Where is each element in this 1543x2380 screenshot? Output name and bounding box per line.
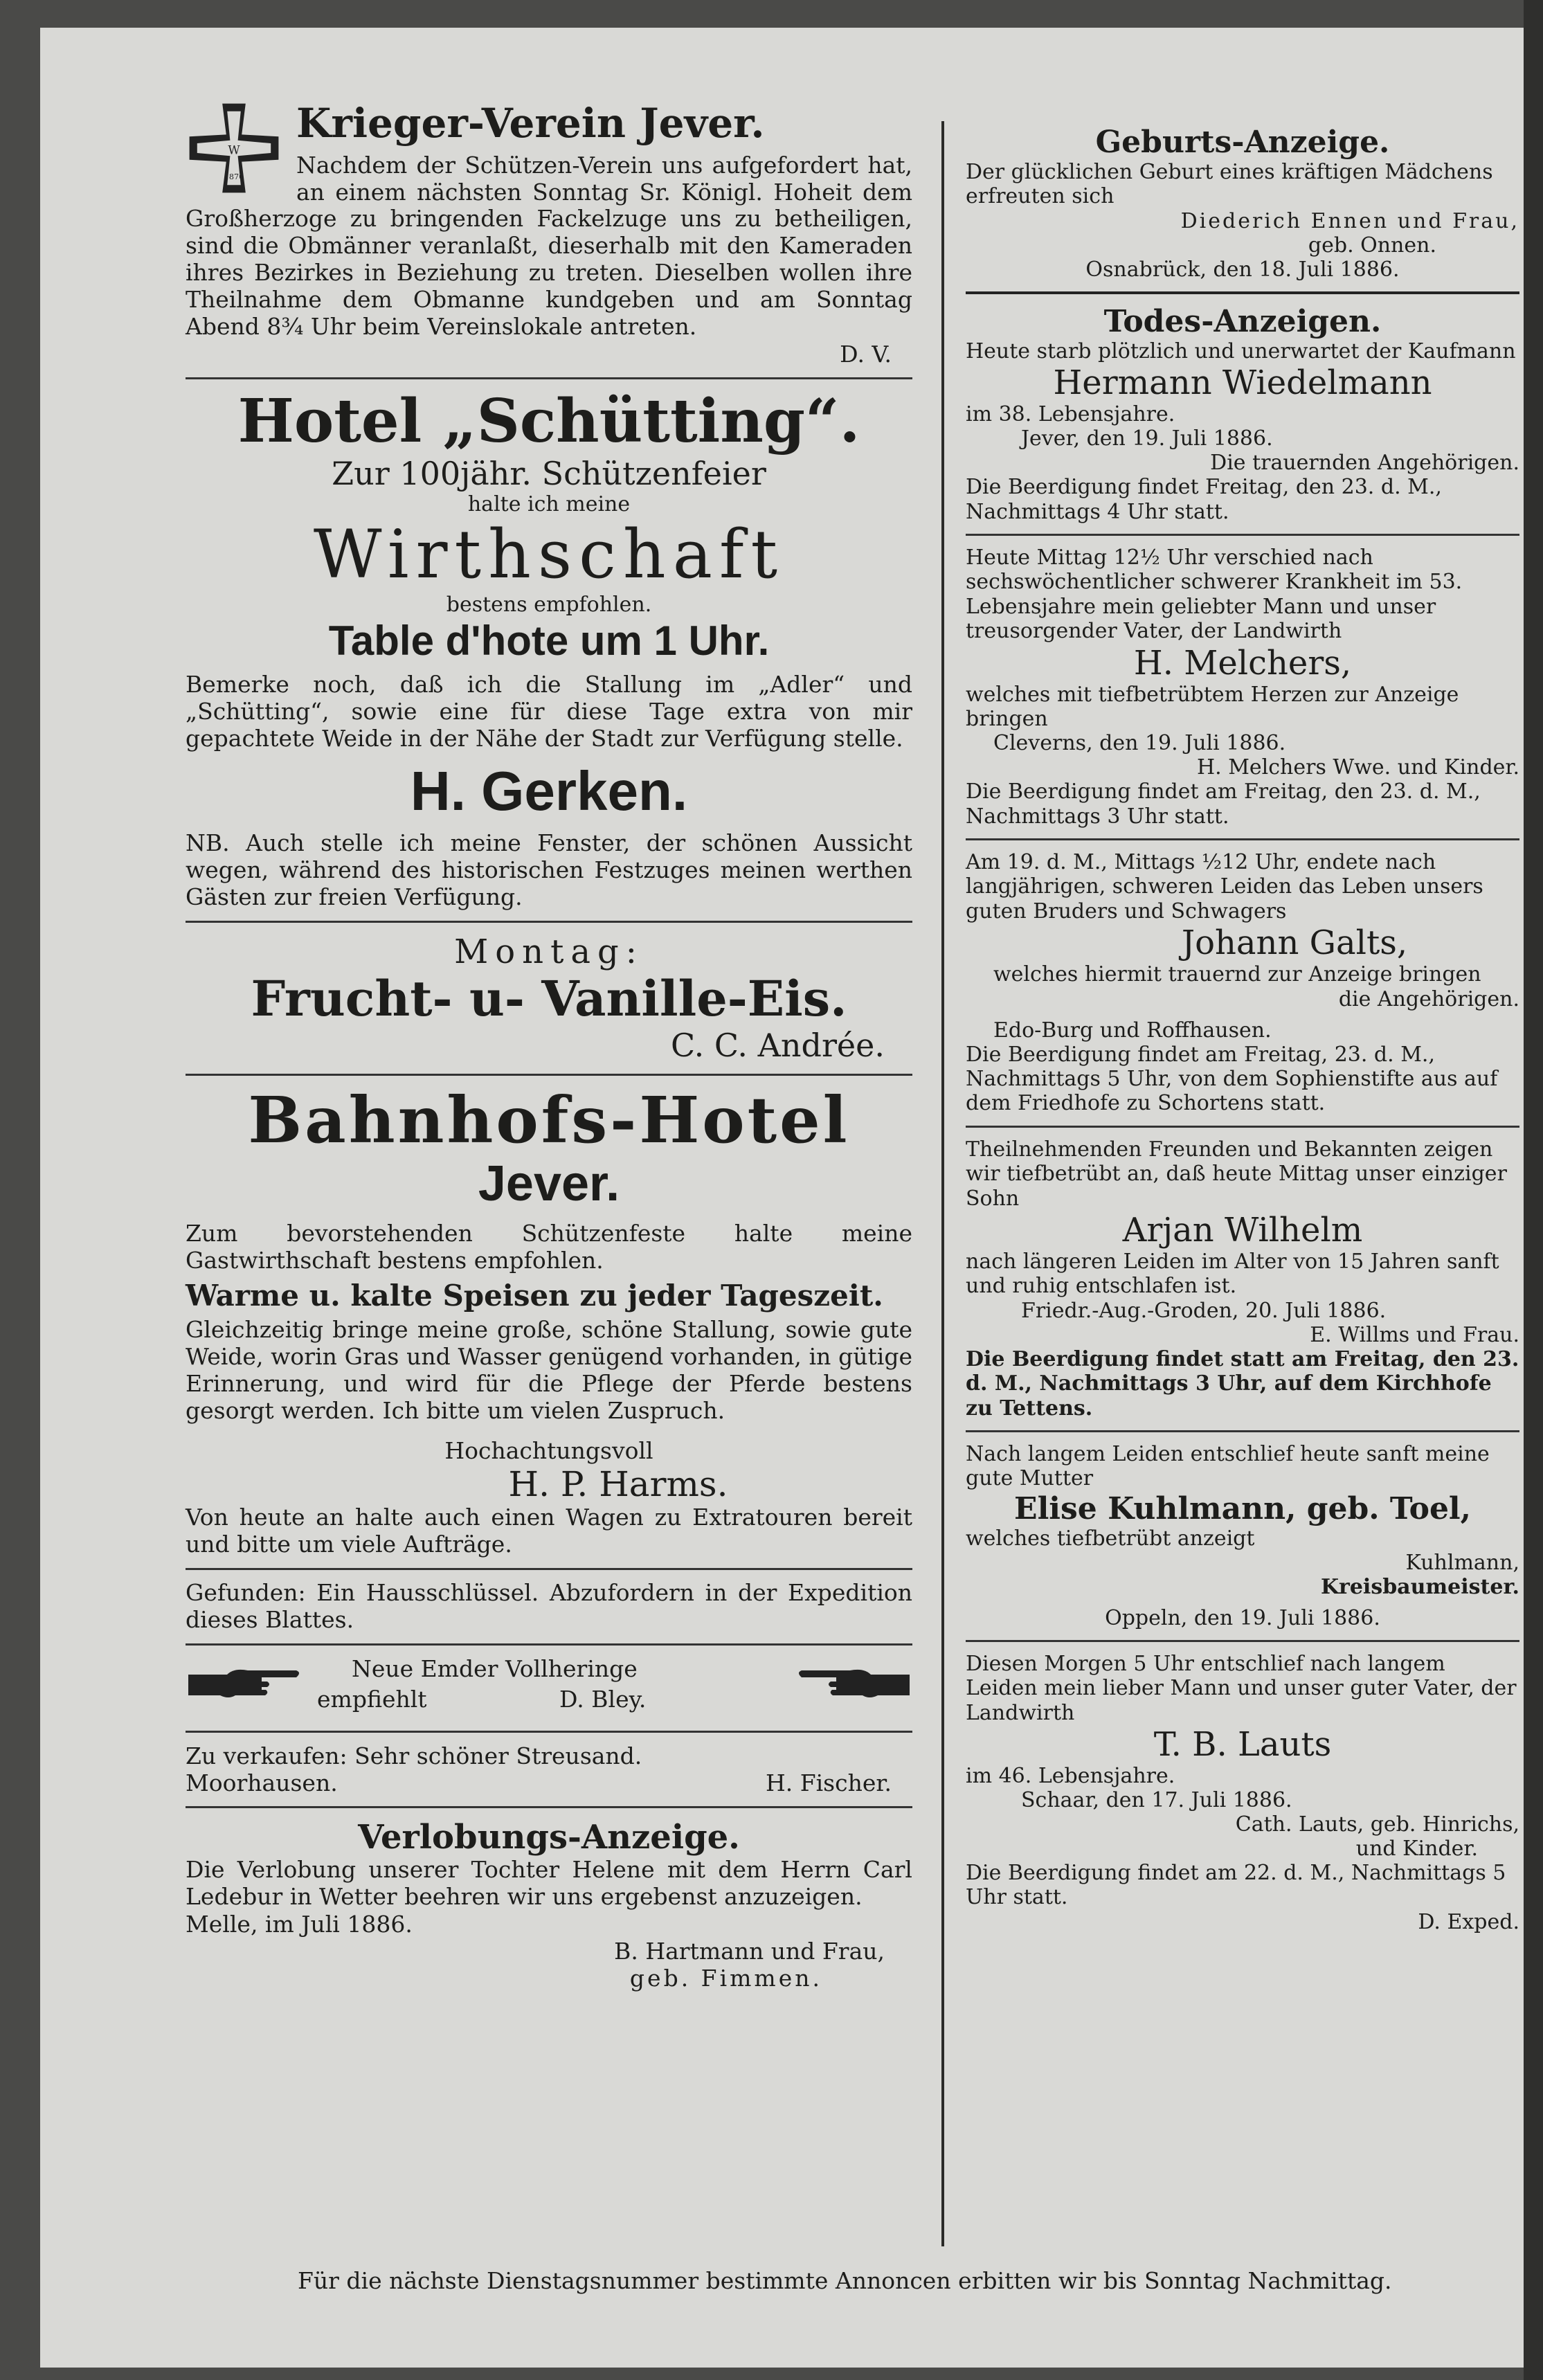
krieger-verein-ad [186,100,912,368]
right-column [966,97,1519,1934]
tod3-sign: die Angehörigen. [1338,986,1519,1011]
verkaufen-ad [186,1742,912,1796]
verlobung-place: Melle, im Juli 1886. [186,1910,413,1938]
verlobung-text: Die Verlobung unserer Tochter Helene mit dem Herrn Carl Ledebur in Wetter beehren wir uns ergebenst anzuzeigen. [186,1855,912,1910]
divider [186,1643,912,1646]
tod4-burial: Die Beerdigung findet statt am Freitag, den 23. d. M., Nachmittags 3 Uhr, auf dem Kirchhofe zu Tettens. [966,1346,1519,1421]
schuetting-line3: Wirthschaft [313,515,785,593]
todes-anzeige-5 [966,1442,1519,1630]
tod6-sign2: und Kinder. [1355,1836,1478,1861]
tod4-sign: E. Willms und Frau. [1310,1322,1519,1347]
divider [966,1126,1519,1128]
bahnhof-greet: Hochachtungsvoll [444,1437,653,1465]
iron-cross-icon [186,100,282,197]
verkaufen-place: Moorhausen. [186,1769,338,1796]
hotel-schuetting-ad [186,386,912,911]
left-column [186,97,912,1992]
todes-anzeige-3 [966,850,1519,1116]
tod1-sign: Die trauernden Angehörigen. [1210,451,1519,476]
divider [186,1568,912,1570]
schuetting-line5: Table d'hote um 1 Uhr. [328,617,770,665]
divider [186,921,912,923]
divider [186,1074,912,1076]
divider [966,1640,1519,1642]
schuetting-name: H. Gerken. [410,759,688,822]
verkaufen-text: Zu verkaufen: Sehr schöner Streusand. [186,1742,642,1769]
todes-anzeige-1 [966,304,1519,524]
vollheringe-line1: Neue Emder Vollheringe [352,1655,638,1682]
tod6-place: Schaar, den 17. Juli 1886. [1021,1787,1292,1812]
todes-anzeige-2 [966,546,1519,829]
tod3-burial: Die Beerdigung findet am Freitag, 23. d. M., Nachmittags 5 Uhr, von dem Sophienstifte aus auf dem Friedhofe zu Schortens statt. [966,1042,1498,1116]
divider [966,534,1519,536]
tod5-place: Oppeln, den 19. Juli 1886. [1105,1605,1380,1630]
verlobung-sign2: geb. Fimmen. [629,1964,822,1992]
krieger-sign: D. V. [840,341,892,368]
pointing-hand-left-icon [795,1662,912,1704]
tod5-sign2: Kreisbaumeister. [1320,1574,1519,1599]
eis-sign: C. C. Andrée. [671,1027,885,1065]
tod1-title: Todes-Anzeigen. [1103,303,1382,339]
tod1-place: Jever, den 19. Juli 1886. [1021,426,1273,451]
bahnhof-text3: Gleichzeitig bringe meine große, schöne Stallung, sowie gute Weide, worin Gras und Wasser genügend vorhanden, in gütige Erinnerung, und wird für die Pflege der Pferde bestens gesorgt werden. Ich bitte um vielen Zuspruch. [186,1316,912,1425]
gefunden-ad: Gefunden: Ein Hausschlüssel. Abzufordern in der Expedition dieses Blattes. [186,1578,912,1633]
divider [966,838,1519,840]
bahnhof-text2: Warme u. kalte Speisen zu jeder Tageszeit. [186,1279,883,1313]
tod5-sign1: Kuhlmann, [1405,1550,1519,1575]
pointing-hand-right-icon [186,1662,303,1704]
divider [186,377,912,379]
divider [186,1731,912,1733]
schuetting-nb: NB. Auch stelle ich meine Fenster, der schönen Aussicht wegen, während des historischen Festzuges meinen werthen Gästen zur freien Verfügung. [186,829,912,910]
tod2-place: Cleverns, den 19. Juli 1886. [993,731,1286,756]
page-edge-shadow [1524,0,1543,2380]
todes-anzeige-6 [966,1652,1519,1934]
tod1-text1: Heute starb plötzlich und unerwartet der Kaufmann [966,339,1516,363]
verlobung-title: Verlobungs-Anzeige. [358,1817,740,1857]
verlobung-sign1: B. Hartmann und Frau, [614,1937,885,1965]
vollheringe-ad [186,1655,912,1721]
tod6-text1: Diesen Morgen 5 Uhr entschlief nach langem Leiden mein lieber Mann und unser guter Vater, der Landwirth [966,1651,1517,1725]
tod2-sign: H. Melchers Wwe. und Kinder. [1196,755,1519,780]
tod4-place: Friedr.-Aug.-Groden, 20. Juli 1886. [1021,1298,1387,1323]
tod1-text2: im 38. Lebensjahre. [966,402,1175,427]
geburts-anzeige [966,125,1519,282]
eis-line2: Frucht- u- Vanille-Eis. [251,969,847,1027]
footer-notice: Für die nächste Dienstagsnummer bestimmte Annoncen erbitten wir bis Sonntag Nachmittag. [298,2267,1392,2294]
schuetting-line4: bestens empfohlen. [446,593,652,617]
bahnhof-title: Bahnhofs-Hotel [248,1083,850,1158]
geburt-sign1: Diederich Ennen und Frau, [1180,208,1519,233]
schuetting-line1: Zur 100jähr. Schützenfeier [332,454,766,492]
schuetting-title: Hotel „Schütting“. [237,386,860,457]
tod2-text1: Heute Mittag 12½ Uhr verschied nach sechswöchentlicher schwerer Krankheit im 53. Lebensjahre mein geliebter Mann und unser treusorgender Vater, der Landwirth [966,545,1463,644]
tod6-name: T. B. Lauts [1153,1724,1332,1764]
tod3-text2: welches hiermit trauernd zur Anzeige bringen [993,962,1481,987]
column-divider [941,121,944,2246]
tod5-name: Elise Kuhlmann, geb. Toel, [1014,1490,1471,1526]
tod1-burial: Die Beerdigung findet Freitag, den 23. d. M., Nachmittags 4 Uhr statt. [966,475,1442,524]
bahnhof-text4: Von heute an halte auch einen Wagen zu Extratouren bereit und bitte um viele Aufträge. [186,1504,912,1558]
svg-text:W: W [228,143,240,157]
bahnhof-place: Jever. [478,1156,620,1212]
tod1-name: Hermann Wiedelmann [1053,363,1432,403]
divider [966,291,1519,294]
vollheringe-name: D. Bley. [559,1685,647,1713]
tod4-text1: Theilnehmenden Freunden und Bekannten zeigen wir tiefbetrübt an, daß heute Mittag unser einziger Sohn [966,1137,1507,1211]
schuetting-text: Bemerke noch, daß ich die Stallung im „Adler“ und „Schütting“, sowie eine für diese Tage extra von mir gepachtete Weide in der Nähe der Stadt zur Verfügung stelle. [186,671,912,752]
tod3-place: Edo-Burg und Roffhausen. [993,1018,1272,1043]
eis-line1: Montag: [454,932,644,971]
vollheringe-line2: empfiehlt [317,1685,427,1713]
verkaufen-name: H. Fischer. [765,1769,892,1796]
tod6-sign3: D. Exped. [1418,1909,1519,1934]
geburt-title: Geburts-Anzeige. [1095,125,1390,160]
krieger-title: Krieger-Verein Jever. [296,100,765,147]
tod2-name: H. Melchers, [1133,643,1352,683]
tod4-text2: nach längeren Leiden im Alter von 15 Jahren sanft und ruhig entschlafen ist. [966,1249,1499,1299]
tod3-name: Johann Galts, [1181,923,1408,963]
schuetting-line2: halte ich meine [467,492,631,516]
tod5-text1: Nach langem Leiden entschlief heute sanft meine gute Mutter [966,1441,1490,1491]
bahnhof-text1: Zum bevorstehenden Schützenfeste halte meine Gastwirthschaft bestens empfohlen. [186,1220,912,1274]
todes-anzeige-4 [966,1137,1519,1421]
tod3-text1: Am 19. d. M., Mittags ½12 Uhr, endete nach langjährigen, schweren Leiden das Leben unsers guten Bruders und Schwagers [966,850,1483,923]
svg-text:1870: 1870 [224,172,244,181]
tod5-text2: welches tiefbetrübt anzeigt [966,1526,1255,1551]
divider [186,1806,912,1808]
verlobung-ad [186,1818,912,1992]
tod6-sign1: Cath. Lauts, geb. Hinrichs, [1235,1812,1519,1837]
geburt-text: Der glücklichen Geburt eines kräftigen Mädchens erfreuten sich [966,160,1493,209]
geburt-sign2: geb. Onnen. [1308,233,1436,258]
tod2-burial: Die Beerdigung findet am Freitag, den 23. d. M., Nachmittags 3 Uhr statt. [966,779,1481,829]
eis-ad [186,932,912,1065]
tod4-name: Arjan Wilhelm [1122,1210,1363,1250]
tod2-text2: welches mit tiefbetrübtem Herzen zur Anzeige bringen [966,682,1459,731]
bahnhof-name: H. P. Harms. [508,1464,728,1505]
krieger-text: Nachdem der Schützen-Verein uns aufgefordert hat, an einem nächsten Sonntag Sr. Königl. Hoheit dem Großherzoge zu bringenden Fackelzuge uns zu betheiligen, sind die Obmänner veranlaßt, dieserhalb mit den Kameraden ihres Bezirkes in Beziehung zu treten. Dieselben wollen ihre Theilnahme dem Obmanne kundgeben und am Sonntag Abend 8¾ Uhr beim Vereinslokale antreten. [186,151,912,341]
verkaufen-footer [186,1769,912,1796]
tod6-burial: Die Beerdigung findet am 22. d. M., Nachmittags 5 Uhr statt. [966,1860,1506,1910]
bahnhofs-hotel-ad [186,1085,912,1558]
divider [966,1430,1519,1432]
tod6-text2: im 46. Lebensjahre. [966,1763,1175,1788]
geburt-place: Osnabrück, den 18. Juli 1886. [1085,257,1400,282]
